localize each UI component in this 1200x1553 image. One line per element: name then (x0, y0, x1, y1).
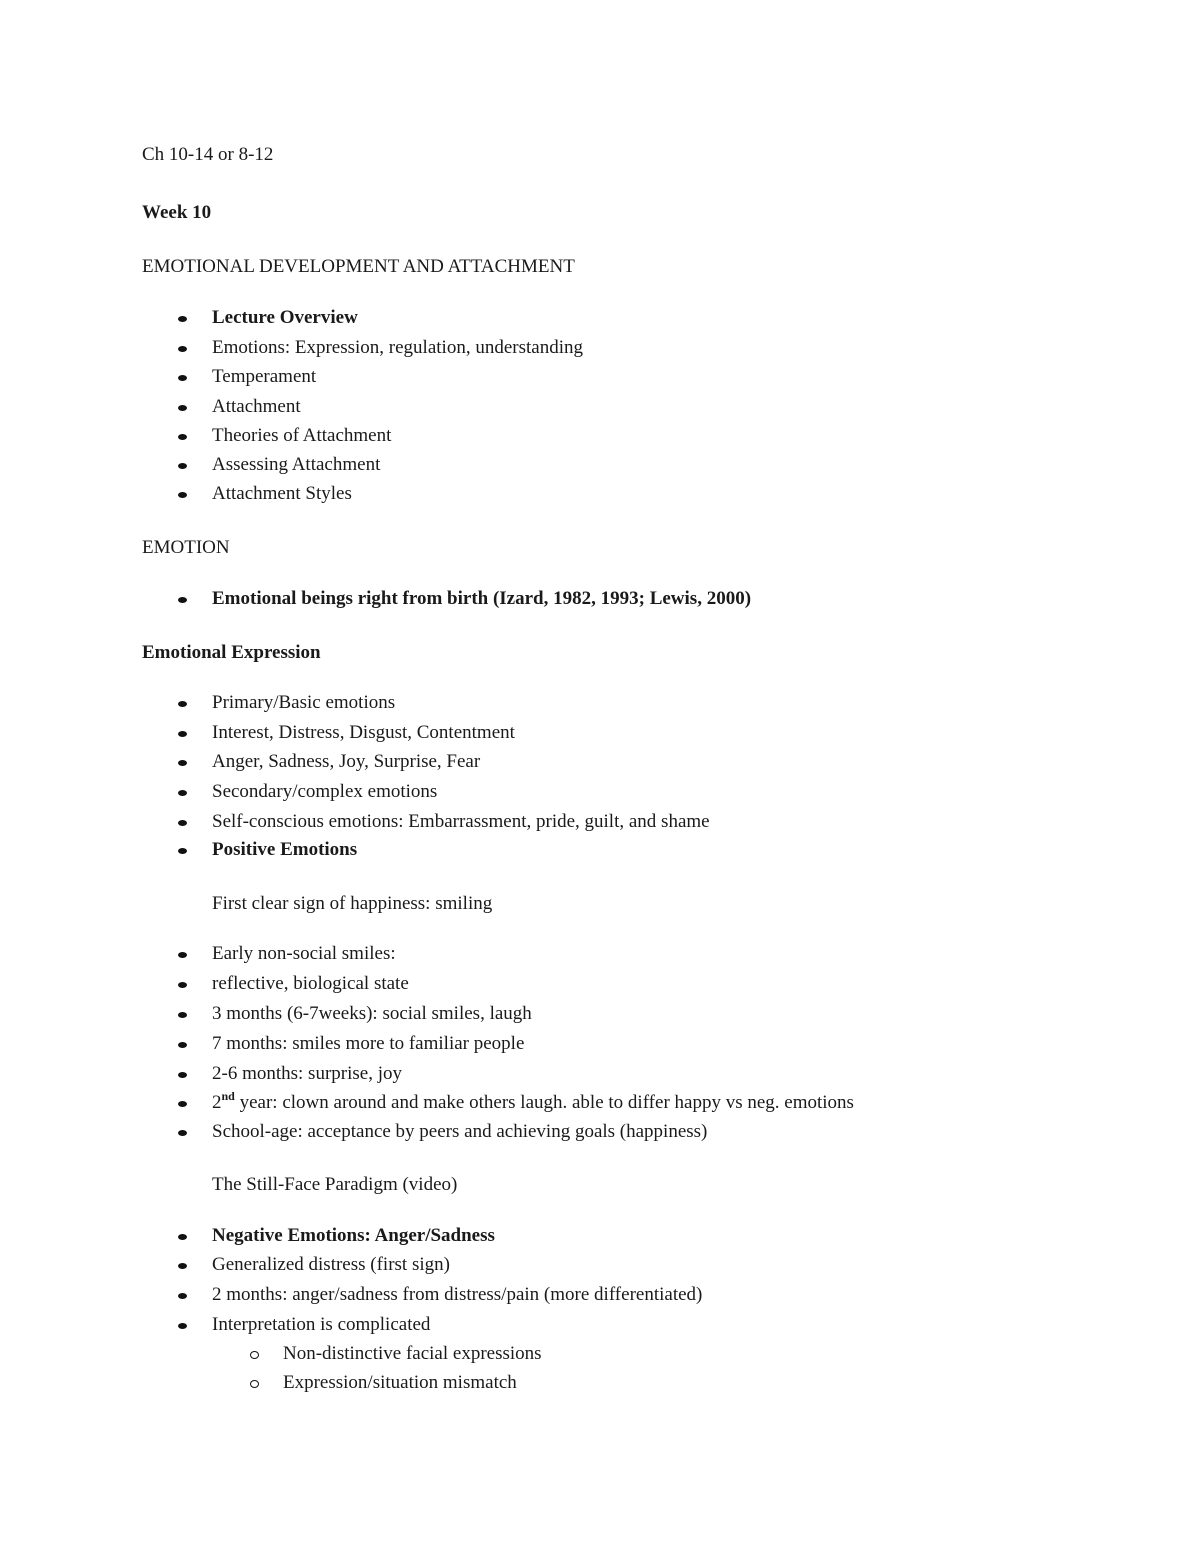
negative-item-label: Generalized distress (first sign) (212, 1254, 450, 1275)
chapter-reference: Ch 10-14 or 8-12 (142, 144, 274, 165)
overview-item-label: Assessing Attachment (212, 454, 381, 475)
bullet-icon (178, 1293, 187, 1299)
hollow-bullet-icon (250, 1380, 259, 1388)
expression-item-label: Anger, Sadness, Joy, Surprise, Fear (212, 751, 481, 772)
bullet-icon (178, 1234, 187, 1240)
bullet-icon (178, 1072, 187, 1078)
bullet-icon (178, 952, 187, 958)
negative-item-label: Negative Emotions: Anger/Sadness (212, 1225, 495, 1246)
bullet-icon (178, 701, 187, 707)
bullet-icon (178, 760, 187, 766)
bullet-icon (178, 1130, 187, 1136)
sub-item-label: Expression/situation mismatch (283, 1372, 517, 1393)
emotion-heading: EMOTION (142, 537, 230, 558)
bullet-icon (178, 492, 187, 498)
bullet-icon (178, 1012, 187, 1018)
negative-item-label: Interpretation is complicated (212, 1314, 431, 1335)
bullet-icon (178, 463, 187, 469)
smile-item-label: 2nd year: clown around and make others laugh. able to differ happy vs neg. emotions (212, 1088, 854, 1113)
hollow-bullet-icon (250, 1351, 259, 1359)
overview-item-label: Lecture Overview (212, 307, 358, 328)
expression-item-label: Positive Emotions (212, 839, 358, 860)
overview-item-label: Emotions: Expression, regulation, understanding (212, 337, 583, 358)
bullet-icon (178, 1323, 187, 1329)
bullet-icon (178, 848, 187, 854)
overview-item-label: Temperament (212, 366, 317, 387)
overview-item-label: Theories of Attachment (212, 425, 392, 446)
bullet-icon (178, 434, 187, 440)
sub-item-label: Non-distinctive facial expressions (283, 1343, 542, 1364)
bullet-icon (178, 375, 187, 381)
bullet-icon (178, 405, 187, 411)
main-heading: EMOTIONAL DEVELOPMENT AND ATTACHMENT (142, 256, 575, 277)
smile-item-label: 7 months: smiles more to familiar people (212, 1033, 525, 1054)
bullet-icon (178, 597, 187, 603)
bullet-icon (178, 731, 187, 737)
bullet-icon (178, 1042, 187, 1048)
bullet-icon (178, 316, 187, 322)
emotion-item-label: Emotional beings right from birth (Izard, 1982, 1993; Lewis, 2000) (212, 588, 752, 609)
bullet-icon (178, 820, 187, 826)
bullet-icon (178, 982, 187, 988)
expression-item-label: Interest, Distress, Disgust, Contentment (212, 722, 515, 743)
still-face-note: The Still-Face Paradigm (video) (212, 1174, 458, 1195)
bullet-icon (178, 790, 187, 796)
smile-item-label: reflective, biological state (212, 973, 409, 994)
expression-item-label: Self-conscious emotions: Embarrassment, pride, guilt, and shame (212, 811, 710, 832)
week-heading: Week 10 (142, 202, 212, 223)
happiness-note: First clear sign of happiness: smiling (212, 893, 493, 914)
negative-item-label: 2 months: anger/sadness from distress/pain (more differentiated) (212, 1284, 703, 1305)
expression-heading: Emotional Expression (142, 642, 321, 663)
expression-item-label: Primary/Basic emotions (212, 692, 396, 713)
expression-item-label: Secondary/complex emotions (212, 781, 438, 802)
smile-item-label: School-age: acceptance by peers and achieving goals (happiness) (212, 1121, 708, 1142)
overview-item-label: Attachment (212, 396, 301, 417)
bullet-icon (178, 1101, 187, 1107)
overview-item-label: Attachment Styles (212, 483, 352, 504)
bullet-icon (178, 346, 187, 352)
bullet-icon (178, 1263, 187, 1269)
smile-item-label: 2-6 months: surprise, joy (212, 1063, 402, 1084)
smile-item-label: Early non-social smiles: (212, 943, 396, 964)
smile-item-label: 3 months (6-7weeks): social smiles, laugh (212, 1003, 532, 1024)
